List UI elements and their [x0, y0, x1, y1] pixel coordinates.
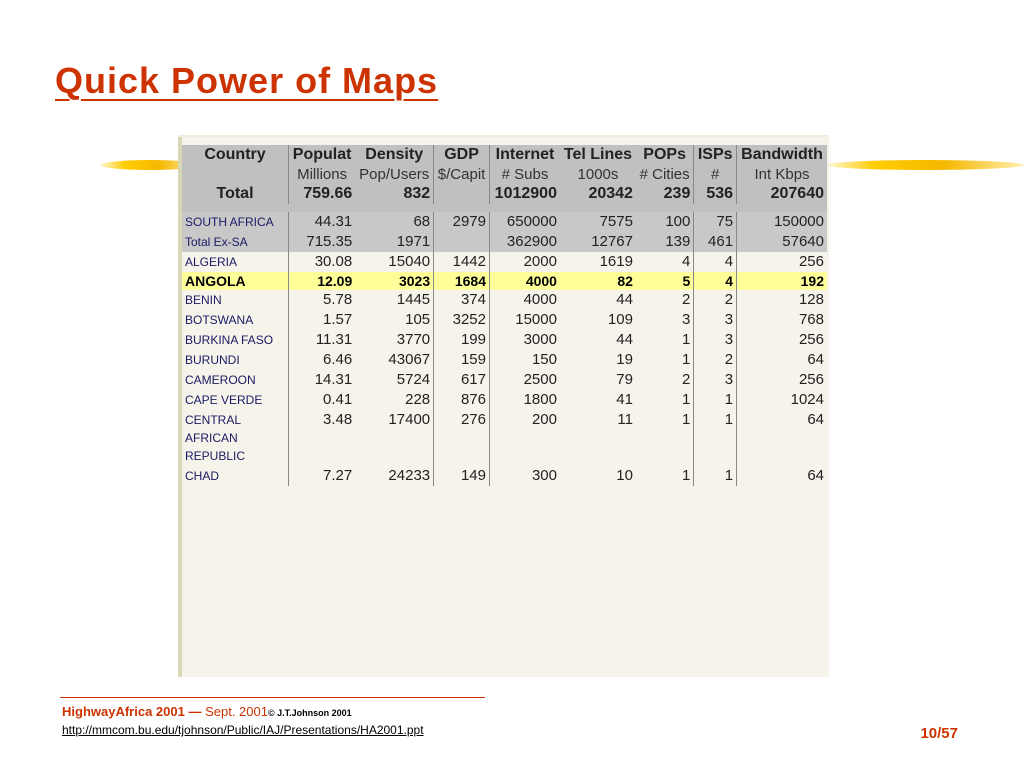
cell-isps: # [694, 165, 737, 184]
cell-density: 3770 [396, 331, 431, 348]
cell-population: 7.27 [289, 466, 356, 486]
cell-internet: 362900 [490, 232, 560, 252]
cell-bandwidth: 256 [737, 252, 827, 272]
cell-isps: 3 [694, 310, 737, 330]
cell-tel-lines: 79 [616, 371, 633, 388]
cell-internet: 1012900 [490, 184, 560, 204]
cell-country: BENIN [185, 293, 222, 307]
cell-bandwidth: Bandwidth [737, 145, 827, 165]
cell-density: 15040 [388, 253, 431, 270]
cell-density: 1445 [396, 291, 431, 308]
cell-isps: 2 [694, 350, 737, 370]
cell-gdp [434, 232, 490, 252]
cell-population: 12.09 [289, 272, 356, 290]
cell-tel-lines: 19 [616, 351, 633, 368]
cell-isps: ISPs [694, 145, 737, 165]
cell-pops: 1 [682, 411, 691, 428]
africa-internet-table [182, 145, 827, 486]
cell-gdp: 159 [434, 350, 490, 370]
cell-gdp: $/Capit [434, 165, 490, 184]
cell-tel-lines: 7575 [560, 212, 636, 232]
cell-bandwidth: Int Kbps [737, 165, 827, 184]
cell-density: 43067 [388, 351, 431, 368]
cell-internet: 200 [490, 410, 560, 466]
cell-internet: Internet [490, 145, 560, 165]
cell-country: CAPE VERDE [185, 393, 263, 407]
cell-bandwidth: 64 [737, 466, 827, 486]
cell-country: ALGERIA [185, 255, 238, 269]
cell-tel-lines: 41 [616, 391, 633, 408]
cell-pops: 1 [682, 331, 691, 348]
cell-density: 17400 [388, 411, 431, 428]
cell-population: Millions [289, 165, 356, 184]
cell-gdp: 199 [434, 330, 490, 350]
cell-country [182, 165, 289, 184]
footer-event: HighwayAfrica 2001 — [62, 704, 202, 719]
cell-country: CHAD [185, 469, 220, 483]
cell-country: BURUNDI [185, 353, 240, 367]
cell-pops: 4 [682, 253, 691, 270]
cell-isps: 1 [694, 466, 737, 486]
footer-divider [60, 697, 485, 698]
table-spacer [182, 204, 827, 212]
cell-tel-lines: 1000s [560, 165, 636, 184]
cell-density: 24233 [388, 467, 431, 484]
cell-population: 5.78 [289, 290, 356, 310]
decorative-stroke-right [826, 160, 1024, 170]
cell-tel-lines: 82 [560, 272, 636, 290]
cell-bandwidth: 128 [737, 290, 827, 310]
cell-internet: 2500 [490, 370, 560, 390]
cell-internet: # Subs [490, 165, 560, 184]
table-row [182, 212, 827, 232]
cell-pops: 139 [636, 232, 694, 252]
cell-density: Density [355, 145, 433, 165]
footer-credit [62, 704, 352, 719]
table-row [182, 310, 827, 330]
cell-country: BOTSWANA [185, 313, 254, 327]
cell-population: 6.46 [289, 350, 356, 370]
page-number: 10/57 [920, 725, 958, 742]
cell-population: 715.35 [289, 232, 356, 252]
table-row [182, 390, 827, 410]
cell-isps: 461 [694, 232, 737, 252]
cell-density: 832 [355, 184, 433, 204]
cell-pops: 3 [682, 311, 691, 328]
cell-tel-lines: 11 [617, 411, 633, 428]
data-table-panel [178, 135, 829, 677]
cell-tel-lines: 44 [616, 331, 633, 348]
cell-density: Pop/Users [355, 165, 433, 184]
cell-pops: 1 [682, 467, 691, 484]
cell-gdp: GDP [434, 145, 490, 165]
cell-isps: 2 [694, 290, 737, 310]
cell-pops: 1 [682, 391, 691, 408]
table-row [182, 330, 827, 350]
cell-isps: 4 [694, 272, 737, 290]
table-row [182, 370, 827, 390]
cell-country: CENTRAL AFRICAN REPUBLIC [185, 413, 246, 463]
spacer-cell [182, 204, 827, 212]
cell-bandwidth: 192 [737, 272, 827, 290]
cell-country: Country [182, 145, 289, 165]
cell-pops: # Cities [636, 165, 694, 184]
cell-population: 759.66 [289, 184, 356, 204]
cell-population: 0.41 [289, 390, 356, 410]
cell-bandwidth: 256 [737, 330, 827, 350]
cell-bandwidth: 64 [737, 410, 827, 466]
cell-gdp: 1684 [434, 272, 490, 290]
cell-bandwidth: 150000 [737, 212, 827, 232]
cell-tel-lines: 44 [616, 291, 633, 308]
cell-density: 1971 [355, 232, 433, 252]
cell-country: CAMEROON [185, 373, 256, 387]
cell-gdp: 3252 [434, 310, 490, 330]
cell-internet: 150 [490, 350, 560, 370]
cell-gdp: 2979 [434, 212, 490, 232]
cell-pops: 239 [636, 184, 694, 204]
cell-internet: 2000 [490, 252, 560, 272]
cell-pops: 2 [682, 291, 691, 308]
cell-isps: 4 [694, 252, 737, 272]
cell-internet: 15000 [490, 310, 560, 330]
cell-population: 1.57 [289, 310, 356, 330]
cell-country: ANGOLA [182, 272, 289, 290]
cell-gdp: 149 [434, 466, 490, 486]
cell-bandwidth: 1024 [737, 390, 827, 410]
cell-gdp: 617 [434, 370, 490, 390]
table-units-row [182, 165, 827, 184]
table-row [182, 290, 827, 310]
cell-country: SOUTH AFRICA [182, 212, 289, 232]
cell-tel-lines: 10 [616, 467, 633, 484]
cell-pops: 5 [636, 272, 694, 290]
cell-country: Total [182, 184, 289, 204]
cell-bandwidth: 57640 [737, 232, 827, 252]
cell-density: 68 [355, 212, 433, 232]
cell-pops: 1 [682, 351, 691, 368]
cell-gdp: 876 [434, 390, 490, 410]
cell-population: 30.08 [289, 252, 356, 272]
cell-internet: 3000 [490, 330, 560, 350]
cell-internet: 300 [490, 466, 560, 486]
table-row [182, 410, 827, 466]
cell-internet: 4000 [490, 290, 560, 310]
cell-isps: 536 [694, 184, 737, 204]
cell-tel-lines: 20342 [560, 184, 636, 204]
cell-isps: 3 [694, 330, 737, 350]
cell-density: 105 [405, 311, 431, 328]
cell-population: 44.31 [289, 212, 356, 232]
table-header-row [182, 145, 827, 165]
cell-bandwidth: 256 [737, 370, 827, 390]
cell-population: 14.31 [289, 370, 356, 390]
cell-tel-lines: 12767 [560, 232, 636, 252]
table-row [182, 232, 827, 252]
table-total-row [182, 184, 827, 204]
cell-isps: 3 [694, 370, 737, 390]
cell-pops: 100 [636, 212, 694, 232]
cell-gdp [434, 184, 490, 204]
footer-url-link[interactable]: http://mmcom.bu.edu/tjohnson/Public/IAJ/Presentations/HA2001.ppt [62, 723, 424, 737]
cell-tel-lines: 109 [607, 311, 633, 328]
cell-isps: 75 [694, 212, 737, 232]
cell-isps: 1 [694, 410, 737, 466]
cell-gdp: 374 [434, 290, 490, 310]
cell-population: 11.31 [289, 330, 356, 350]
cell-isps: 1 [694, 390, 737, 410]
cell-tel-lines: Tel Lines [560, 145, 636, 165]
cell-pops: POPs [636, 145, 694, 165]
cell-population: Populat [289, 145, 356, 165]
table-row [182, 272, 827, 290]
cell-density: 3023 [355, 272, 433, 290]
cell-country: BURKINA FASO [185, 333, 274, 347]
cell-density: 228 [405, 391, 431, 408]
cell-internet: 1800 [490, 390, 560, 410]
table-row [182, 466, 827, 486]
slide-title: Quick Power of Maps [55, 60, 439, 101]
cell-bandwidth: 64 [737, 350, 827, 370]
cell-population: 3.48 [289, 410, 356, 466]
table-row [182, 350, 827, 370]
cell-bandwidth: 207640 [737, 184, 827, 204]
footer-copyright: © J.T.Johnson 2001 [267, 708, 352, 718]
cell-tel-lines: 1619 [599, 253, 633, 270]
cell-country: Total Ex-SA [182, 232, 289, 252]
cell-internet: 650000 [490, 212, 560, 232]
table-row [182, 252, 827, 272]
cell-pops: 2 [682, 371, 691, 388]
cell-bandwidth: 768 [737, 310, 827, 330]
cell-gdp: 1442 [434, 252, 490, 272]
cell-gdp: 276 [434, 410, 490, 466]
cell-internet: 4000 [490, 272, 560, 290]
footer-date: Sept. 2001 [205, 704, 268, 719]
cell-density: 5724 [396, 371, 431, 388]
